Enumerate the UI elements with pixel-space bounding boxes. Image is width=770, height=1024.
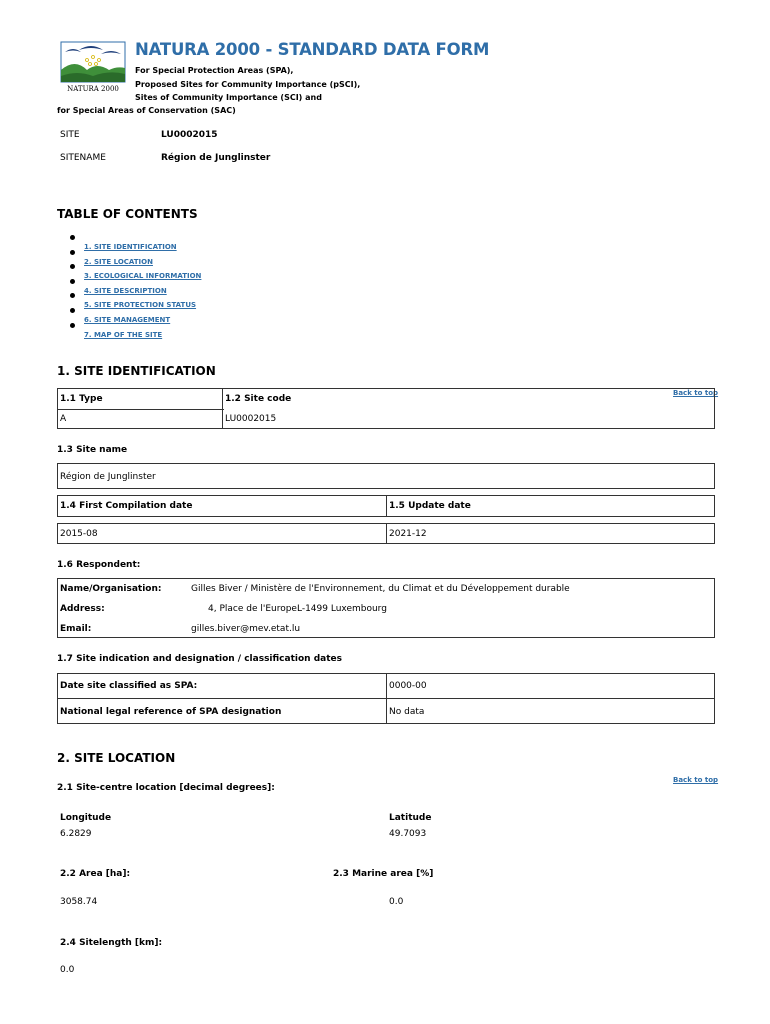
address-label: Address: [60, 604, 105, 614]
latitude-value: 49.7093 [389, 829, 427, 839]
longitude-label: Longitude [60, 813, 112, 823]
first-compilation-date-label: 1.4 First Compilation date [60, 501, 193, 511]
toc-link-site-management[interactable]: 6. SITE MANAGEMENT [84, 315, 171, 324]
toc-link-site-protection-status[interactable]: 5. SITE PROTECTION STATUS [84, 301, 197, 310]
sitelength-value: 0.0 [60, 965, 75, 975]
sitelength-label: 2.4 Sitelength [km]: [60, 938, 163, 948]
organisation-label: Name/Organisation: [60, 584, 162, 594]
natura-2000-logo [57, 40, 129, 92]
organisation-value: Gilles Biver / Ministère de l'Environnement, du Climat et du Développement durable [191, 584, 570, 594]
form-scope-line-4: for Special Areas of Conservation (SAC) [57, 106, 236, 115]
update-date-value: 2021-12 [389, 529, 427, 539]
section-2-heading: 2. SITE LOCATION [57, 751, 176, 765]
marine-area-value: 0.0 [389, 897, 404, 907]
marine-area-label: 2.3 Marine area [%] [333, 869, 434, 879]
toc-item [70, 277, 201, 295]
back-to-top-link-2[interactable]: Back to top [673, 776, 719, 784]
table-of-contents [70, 233, 202, 339]
toc-item [70, 306, 201, 324]
address-value: 4, Place de l'EuropeL-1499 Luxembourg [208, 604, 387, 614]
type-value: A [60, 414, 67, 424]
site-label: SITE [60, 130, 80, 140]
toc-link-site-location[interactable]: 2. SITE LOCATION [84, 257, 153, 266]
toc-item [70, 321, 201, 339]
longitude-value: 6.2829 [60, 829, 92, 839]
toc-item [70, 233, 201, 251]
sitename-label: SITENAME [60, 153, 106, 163]
spa-reference-value: No data [389, 707, 425, 717]
form-scope-line-3: Sites of Community Importance (SCI) and [135, 93, 322, 102]
toc-item [70, 248, 201, 266]
toc-heading: TABLE OF CONTENTS [57, 207, 198, 221]
latitude-label: Latitude [389, 813, 432, 823]
spa-date-label: Date site classified as SPA: [60, 681, 198, 691]
site-centre-heading: 2.1 Site-centre location [decimal degrees]: [57, 783, 275, 793]
email-label: Email: [60, 624, 92, 634]
toc-item [70, 262, 202, 281]
update-date-label: 1.5 Update date [389, 501, 471, 511]
area-label: 2.2 Area [ha]: [60, 869, 131, 879]
toc-link-ecological-information[interactable]: 3. ECOLOGICAL INFORMATION [84, 272, 202, 281]
spa-reference-label: National legal reference of SPA designation [60, 707, 282, 717]
toc-link-site-description[interactable]: 4. SITE DESCRIPTION [84, 286, 167, 295]
page-title: NATURA 2000 - STANDARD DATA FORM [135, 40, 490, 59]
form-scope-line-1: For Special Protection Areas (SPA), [135, 66, 294, 75]
email-value: gilles.biver@mev.etat.lu [191, 624, 301, 634]
type-label: 1.1 Type [60, 394, 103, 404]
respondent-heading: 1.6 Respondent: [57, 560, 141, 570]
site-code-value: LU0002015 [161, 130, 218, 140]
svg-text:NATURA 2000: NATURA 2000 [67, 85, 119, 92]
section-1-heading: 1. SITE IDENTIFICATION [57, 364, 216, 378]
first-compilation-date-value: 2015-08 [60, 529, 98, 539]
back-to-top-link-1[interactable]: Back to top [673, 389, 719, 397]
area-value: 3058.74 [60, 897, 98, 907]
toc-link-map-of-the-site[interactable]: 7. MAP OF THE SITE [84, 330, 163, 339]
site-code-cell-value: LU0002015 [225, 414, 277, 424]
form-scope-line-2: Proposed Sites for Community Importance (pSCI), [135, 79, 361, 89]
sitename-value: Région de Junglinster [161, 153, 271, 163]
toc-item [70, 291, 201, 310]
site-name-value: Région de Junglinster [60, 472, 156, 482]
site-name-heading: 1.3 Site name [57, 445, 128, 455]
spa-date-value: 0000-00 [389, 681, 427, 691]
designation-heading: 1.7 Site indication and designation / classification dates [57, 654, 342, 664]
site-code-label: 1.2 Site code [225, 394, 292, 404]
toc-link-site-identification[interactable]: 1. SITE IDENTIFICATION [84, 243, 177, 251]
